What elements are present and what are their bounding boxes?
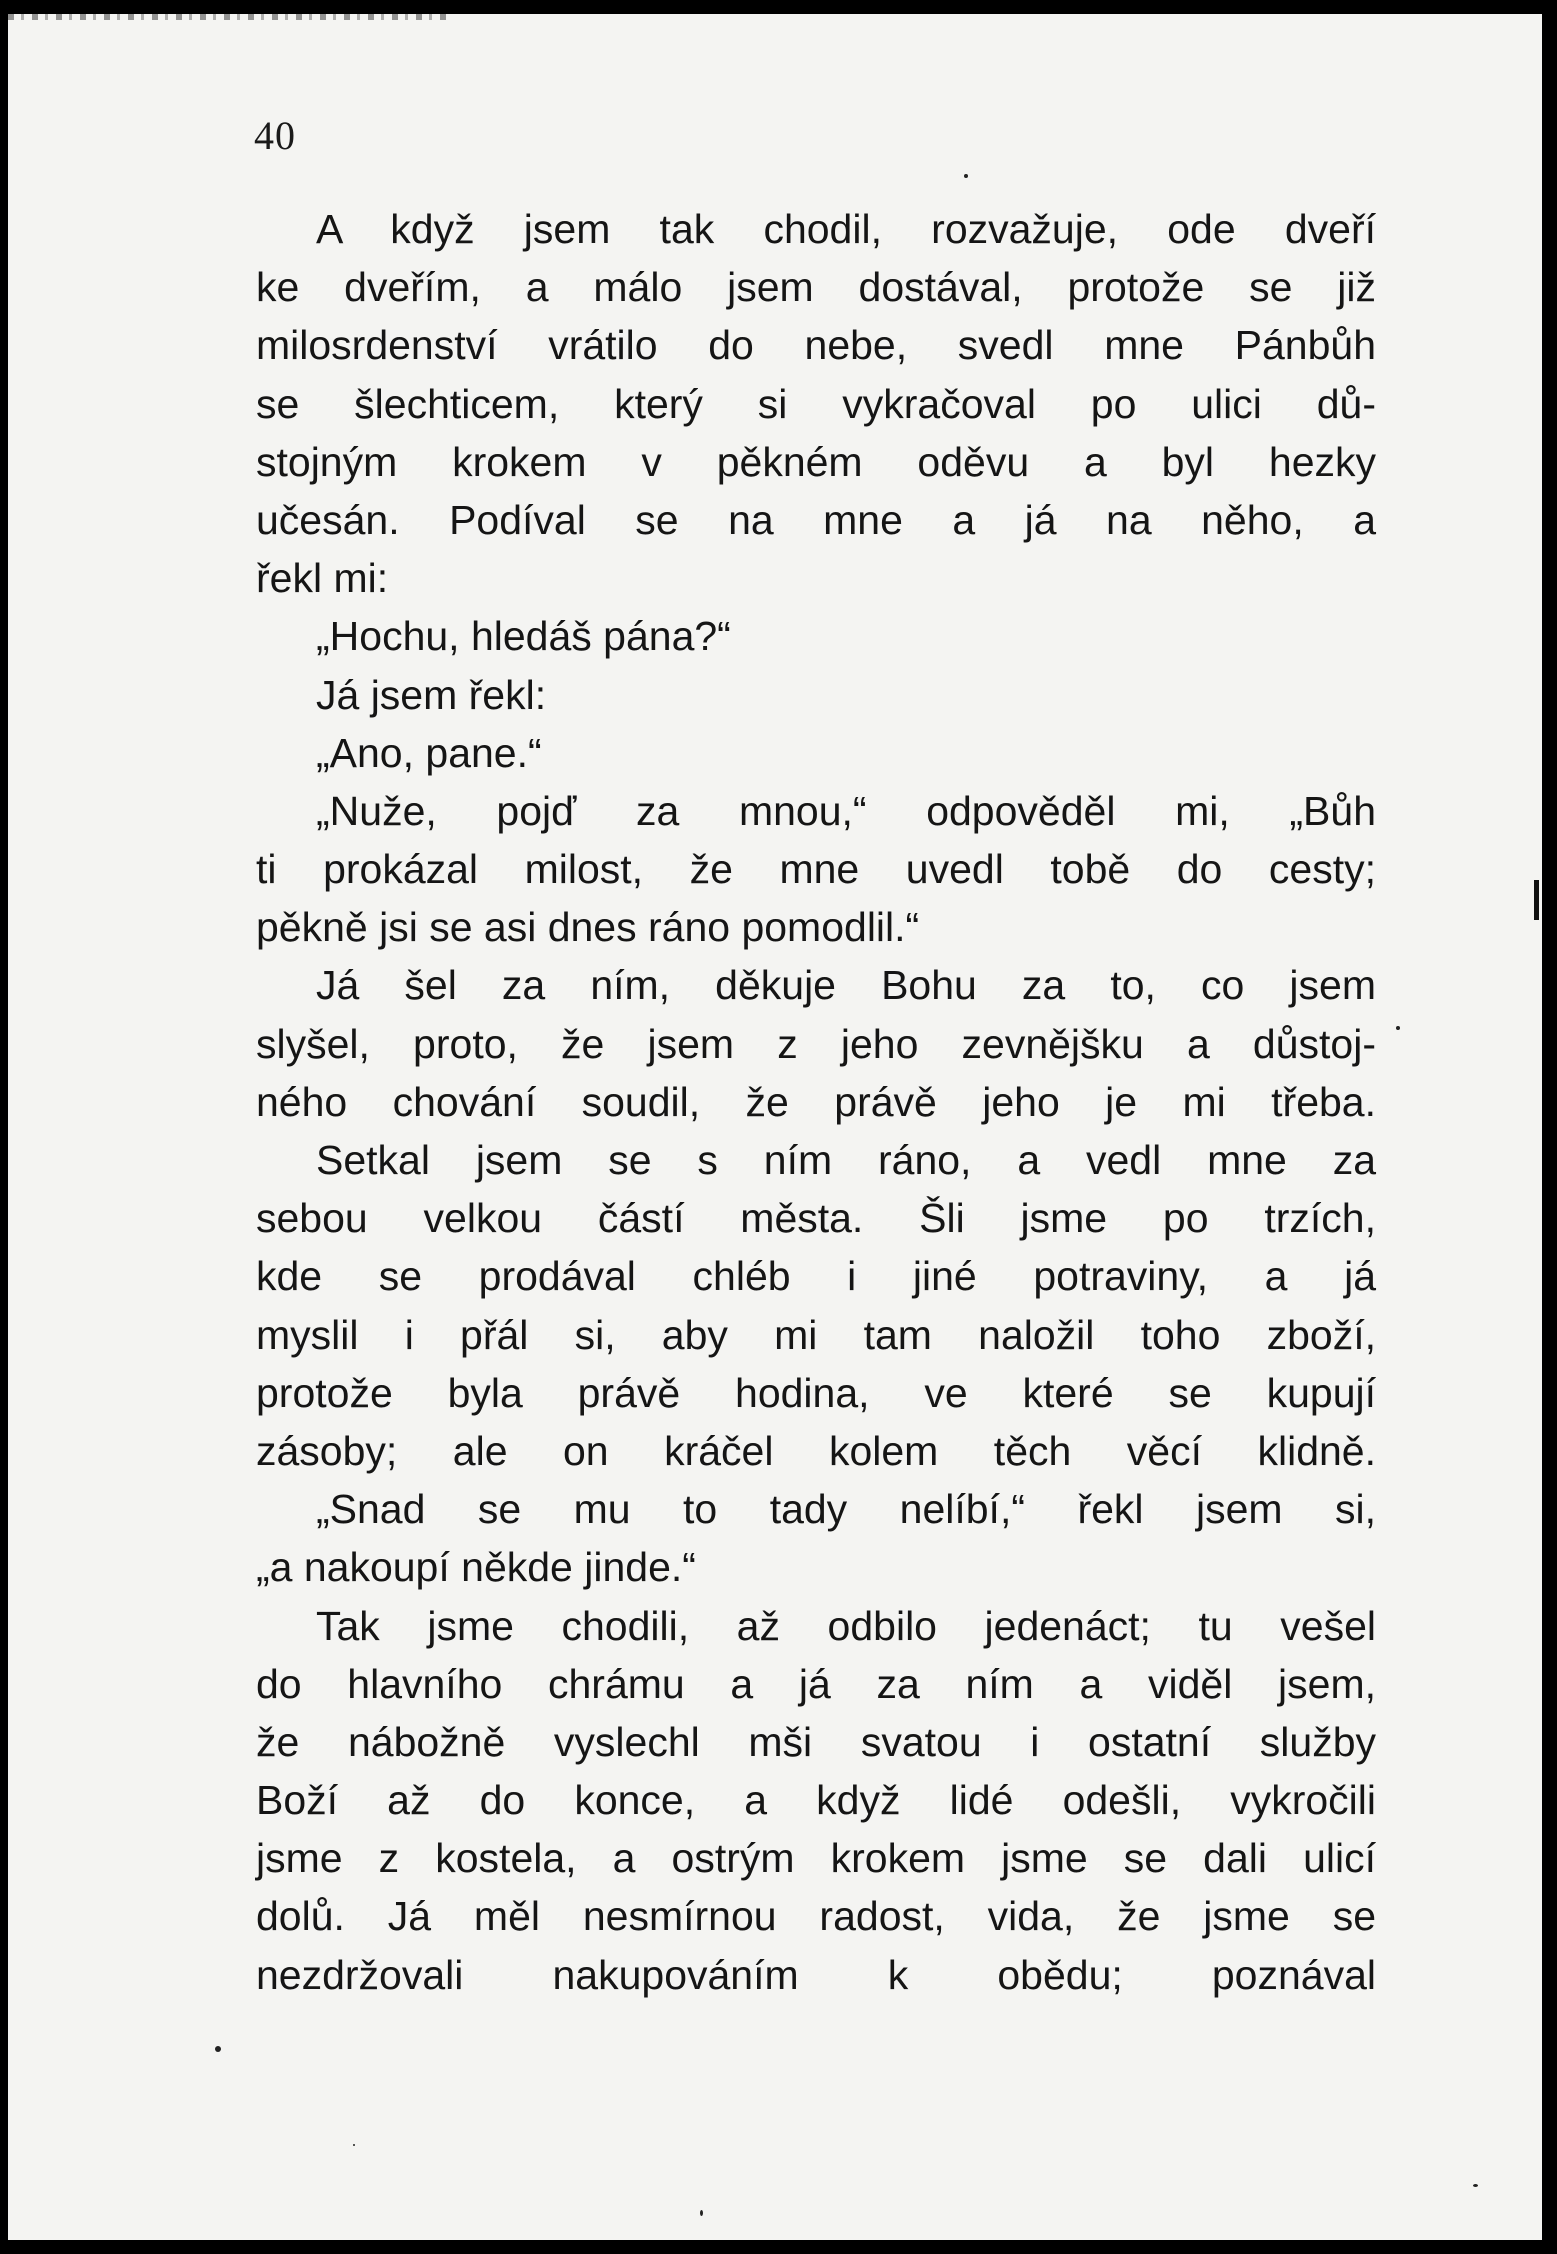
text-line: „Snad se mu to tady nelíbí,“ řekl jsem si, [316,1486,1376,1533]
text-line: Tak jsme chodili, až odbilo jedenáct; tu vešel [316,1602,1376,1649]
text-line: protože byla právě hodina, ve které se kupují [256,1369,1376,1416]
text-line: řekl mi: [256,555,389,602]
text-line: „Hochu, hledáš pána?“ [316,613,731,660]
text-line: myslil i přál si, aby mi tam naložil toho zboží, [256,1311,1376,1358]
text-line: slyšel, proto, že jsem z jeho zevnějšku a důstoj- [256,1020,1376,1067]
text-line: ného chování soudil, že právě jeho je mi třeba. [256,1078,1376,1125]
scan-speck [1396,1026,1400,1030]
text-line: Já šel za ním, děkuje Bohu za to, co jsem [316,962,1376,1009]
text-line: do hlavního chrámu a já za ním a viděl jsem, [256,1660,1376,1707]
text-line: kde se prodával chléb i jiné potraviny, a já [256,1253,1376,1300]
scan-speck [1473,2184,1478,2187]
text-line: „Nuže, pojď za mnou,“ odpověděl mi, „Bůh [316,787,1376,834]
body-text [256,200,1376,2004]
scan-edge-mark [1534,880,1539,920]
text-line: stojným krokem v pěkném oděvu a byl hezky [256,438,1376,485]
text-line: ti prokázal milost, že mne uvedl tobě do cesty; [256,846,1376,893]
scan-speck [700,2210,703,2216]
text-line: milosrdenství vrátilo do nebe, svedl mne Pánbůh [256,322,1376,369]
text-line: Já jsem řekl: [316,671,547,718]
text-line: že nábožně vyslechl mši svatou i ostatní služby [256,1718,1376,1765]
text-line: učesán. Podíval se na mne a já na něho, a [256,496,1376,543]
scan-speck [215,2046,221,2052]
text-line: „a nakoupí někde jinde.“ [256,1544,696,1591]
text-line: pěkně jsi se asi dnes ráno pomodlil.“ [256,904,920,951]
scan-edge-noise [8,14,448,20]
text-line: Boží až do konce, a když lidé odešli, vykročili [256,1777,1376,1824]
text-line: ke dveřím, a málo jsem dostával, protože se již [256,264,1376,311]
text-line: sebou velkou částí města. Šli jsme po trzích, [256,1195,1376,1242]
page-number: 40 [254,113,296,158]
text-line: jsme z kostela, a ostrým krokem jsme se dali ulicí [256,1835,1376,1882]
text-line: Setkal jsem se s ním ráno, a vedl mne za [316,1137,1376,1183]
text-line: „Ano, pane.“ [316,729,542,776]
text-line: nezdržovali nakupováním k obědu; poznával [256,1951,1376,1998]
scan-speck [353,2144,355,2146]
text-line: se šlechticem, který si vykračoval po ulici dů- [256,380,1376,427]
text-line: dolů. Já měl nesmírnou radost, vida, že jsme se [256,1893,1376,1940]
text-line: zásoby; ale on kráčel kolem těch věcí klidně. [256,1427,1376,1474]
book-page [8,14,1542,2240]
scan-speck [964,174,968,178]
text-line: A když jsem tak chodil, rozvažuje, ode dveří [316,206,1376,252]
